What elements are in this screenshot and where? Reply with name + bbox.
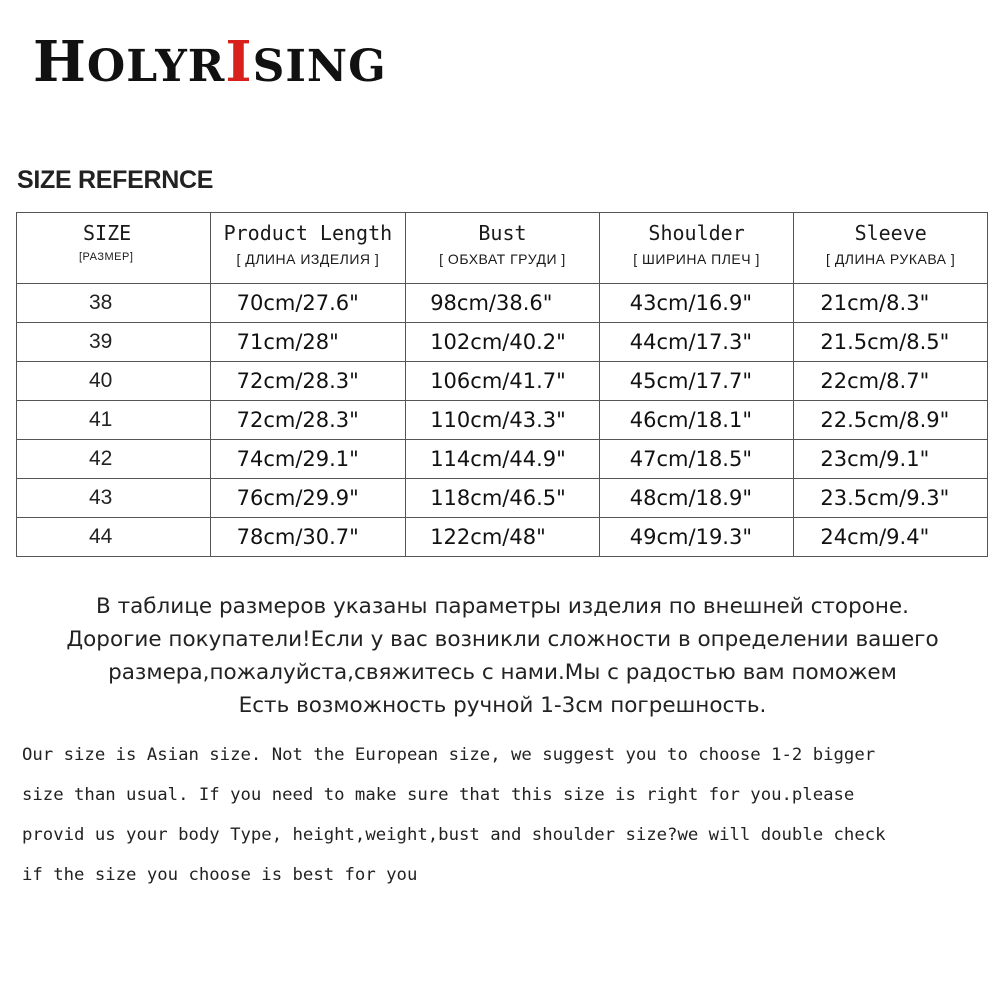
table-row [17,440,988,479]
russian-notice [10,590,995,722]
header-sleeve-ru: [ ДЛИНА РУКАВА ] [826,251,956,267]
cell-product-length: 71cm/28" [210,323,406,362]
cell-sleeve: 24cm/9.4" [794,518,988,557]
cell-sleeve: 22cm/8.7" [794,362,988,401]
cell-size: 39 [17,323,211,362]
cell-product-length: 78cm/30.7" [210,518,406,557]
cell-bust: 122cm/48" [406,518,600,557]
header-sleeve-en: Sleeve [854,221,927,245]
cell-bust: 110cm/43.3" [406,401,600,440]
table-row [17,479,988,518]
russian-notice-line: размера,пожалуйста,свяжитесь с нами.Мы с радостью вам поможем [108,660,897,685]
header-shoulder-ru: [ ШИРИНА ПЛЕЧ ] [633,251,760,267]
cell-product-length: 76cm/29.9" [210,479,406,518]
cell-size: 44 [17,518,211,557]
cell-shoulder: 49cm/19.3" [599,518,794,557]
cell-sleeve: 21cm/8.3" [794,284,988,323]
header-bust-ru: [ ОБХВАТ ГРУДИ ] [439,251,566,267]
header-product-length [210,213,406,284]
header-size-en: SIZE [83,221,132,245]
logo-letters-sing: SING [252,41,387,92]
cell-product-length: 72cm/28.3" [210,362,406,401]
english-notice-line: size than usual. If you need to make sure that this size is right for you.please [22,785,855,805]
table-header-row [17,213,988,284]
table-row [17,401,988,440]
cell-size: 40 [17,362,211,401]
header-shoulder [599,213,794,284]
cell-shoulder: 45cm/17.7" [599,362,794,401]
header-bust-en: Bust [478,221,527,245]
cell-shoulder: 48cm/18.9" [599,479,794,518]
russian-notice-line: В таблице размеров указаны параметры изделия по внешней стороне. [96,594,909,619]
cell-bust: 114cm/44.9" [406,440,600,479]
russian-notice-line: Есть возможность ручной 1-3см погрешность. [238,693,767,718]
cell-shoulder: 47cm/18.5" [599,440,794,479]
size-table [16,212,988,557]
size-reference-title: SIZE REFERNCE [17,166,214,194]
header-bust [406,213,600,284]
cell-size: 41 [17,401,211,440]
russian-notice-line: Дорогие покупатели!Если у вас возникли сложности в определении вашего [66,627,939,652]
english-notice [22,735,992,895]
logo-letter-i: I [225,29,253,95]
cell-bust: 118cm/46.5" [406,479,600,518]
cell-size: 38 [17,284,211,323]
cell-shoulder: 44cm/17.3" [599,323,794,362]
header-size [17,213,211,284]
cell-sleeve: 22.5cm/8.9" [794,401,988,440]
english-notice-line: Our size is Asian size. Not the European size, we suggest you to choose 1-2 bigger [22,745,876,765]
cell-bust: 98cm/38.6" [406,284,600,323]
header-product-length-ru: [ ДЛИНА ИЗДЕЛИЯ ] [236,251,380,267]
logo-letter-h: H [33,29,87,95]
cell-bust: 102cm/40.2" [406,323,600,362]
table-row [17,518,988,557]
header-shoulder-en: Shoulder [648,221,745,245]
header-product-length-en: Product Length [223,221,393,245]
english-notice-line: if the size you choose is best for you [22,865,418,885]
cell-product-length: 70cm/27.6" [210,284,406,323]
table-row [17,284,988,323]
cell-sleeve: 23cm/9.1" [794,440,988,479]
table-row [17,323,988,362]
cell-sleeve: 23.5cm/9.3" [794,479,988,518]
cell-sleeve: 21.5cm/8.5" [794,323,988,362]
cell-size: 42 [17,440,211,479]
logo-letters-olyr: OLYR [86,41,226,92]
cell-bust: 106cm/41.7" [406,362,600,401]
cell-product-length: 74cm/29.1" [210,440,406,479]
brand-logo [33,29,387,95]
english-notice-line: provid us your body Type, height,weight,bust and shoulder size?we will double check [22,825,886,845]
cell-size: 43 [17,479,211,518]
cell-product-length: 72cm/28.3" [210,401,406,440]
header-size-ru: [РАЗМЕР] [79,251,134,263]
header-sleeve [794,213,988,284]
cell-shoulder: 46cm/18.1" [599,401,794,440]
table-row [17,362,988,401]
cell-shoulder: 43cm/16.9" [599,284,794,323]
